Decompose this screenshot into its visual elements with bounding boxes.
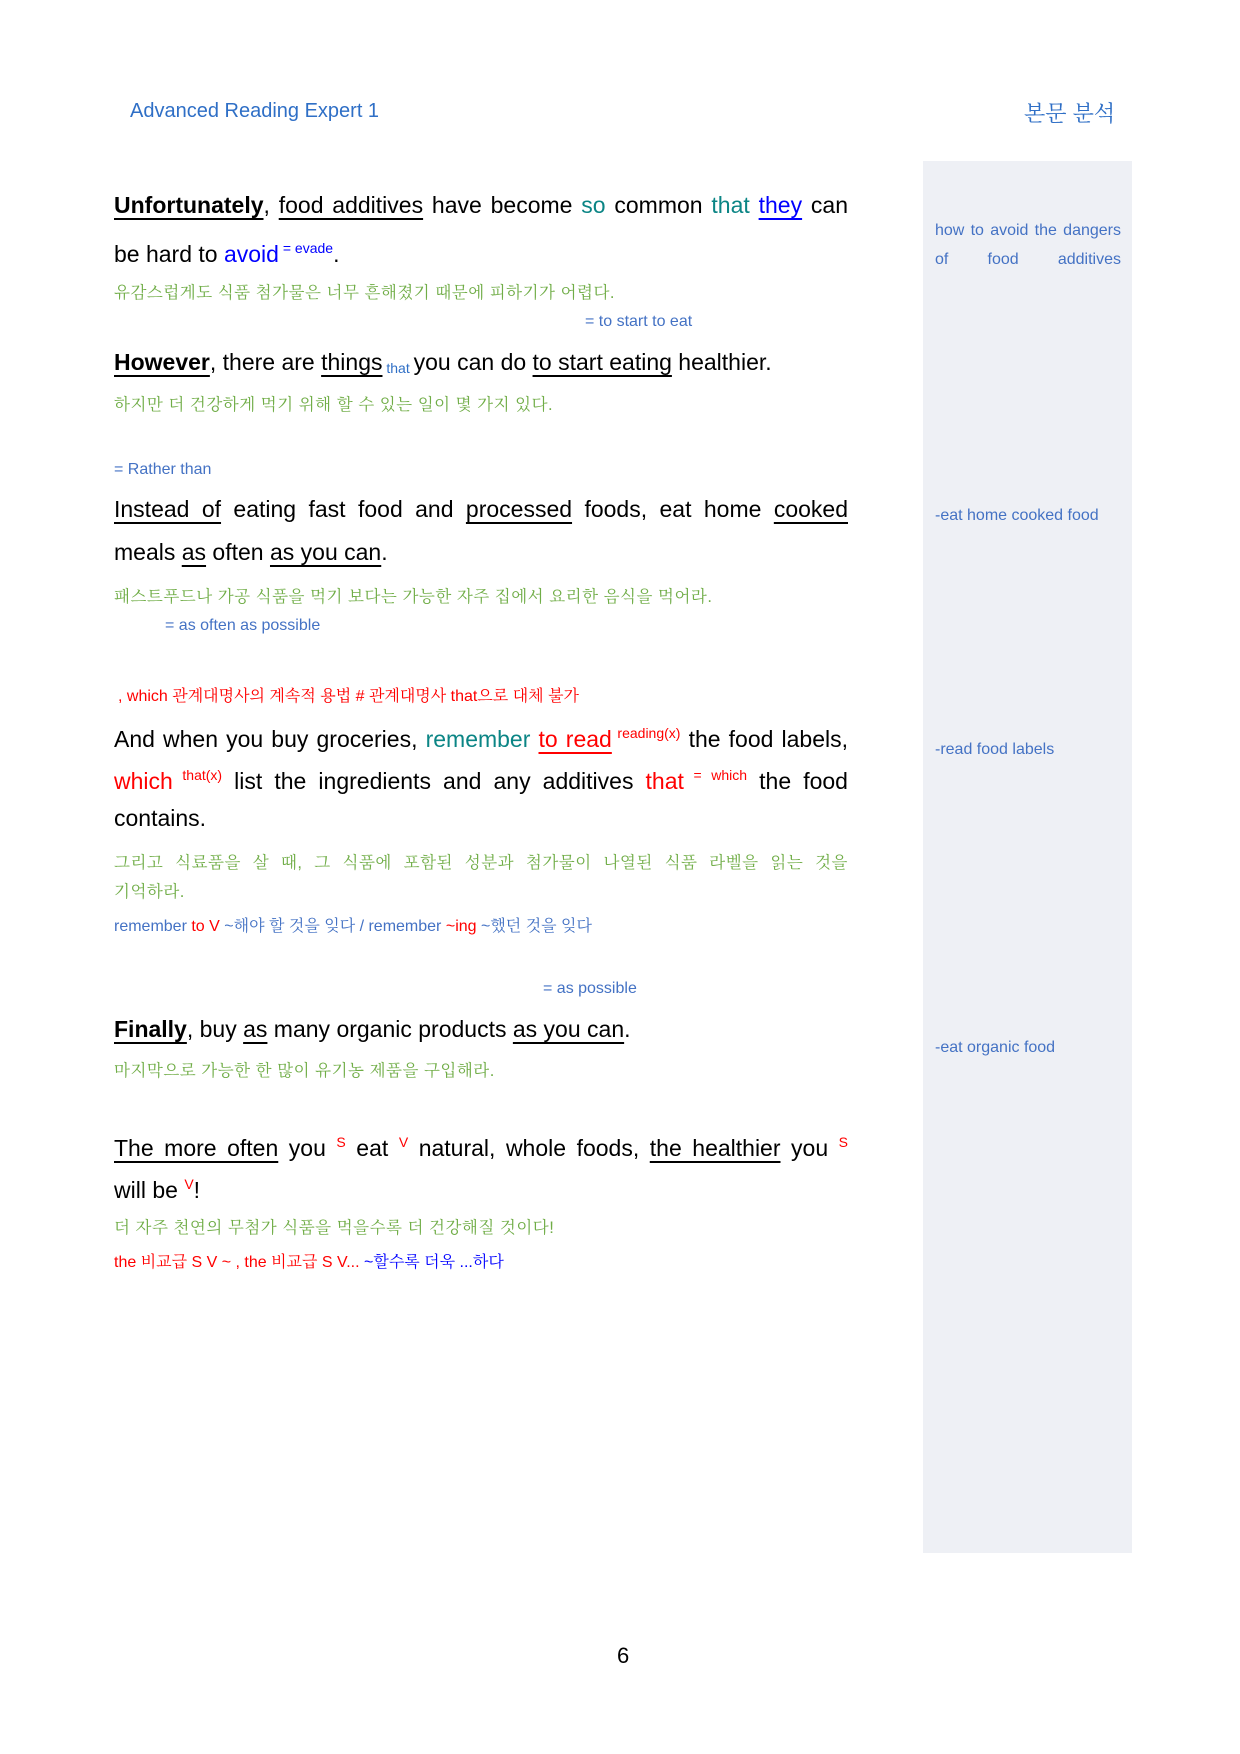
- text: ,: [263, 192, 279, 218]
- word: processed: [465, 496, 573, 522]
- word: Unfortunately: [114, 192, 264, 218]
- verb-mark: V: [398, 1134, 409, 1150]
- word: remember: [425, 726, 531, 752]
- text: you: [278, 1135, 337, 1161]
- word: that: [645, 768, 684, 794]
- sentence-4-line-1: [114, 719, 848, 753]
- word: Instead of: [114, 496, 222, 522]
- text: the 비교급 S V ~ , the 비교급 S V...: [114, 1254, 360, 1271]
- text: .: [381, 539, 388, 565]
- word: so: [581, 192, 606, 218]
- text: remember: [114, 918, 192, 935]
- sentence-1-line-2: [114, 234, 848, 268]
- text: you: [780, 1135, 839, 1161]
- text: ~해야 할 것을 잊다 / remember: [219, 918, 446, 935]
- annotation: = which: [683, 767, 748, 783]
- text: meals: [114, 539, 182, 565]
- text: ~ing: [445, 918, 477, 935]
- section-title: 본문 분석: [1024, 101, 1116, 126]
- text: eating fast food and: [221, 496, 466, 522]
- text: to V: [191, 918, 220, 935]
- verb-mark: V: [184, 1176, 194, 1192]
- sentence-4-line-3: contains.: [114, 805, 207, 831]
- text: have become: [423, 192, 582, 218]
- grammar-note: [114, 1249, 504, 1272]
- word: as: [181, 539, 207, 565]
- sentence-2: [114, 348, 848, 382]
- text: .: [333, 241, 340, 267]
- word: The more often: [114, 1135, 279, 1161]
- text: ~했던 것을 잊다: [476, 918, 592, 935]
- annotation: reading(x): [611, 725, 681, 741]
- sidebar-point: -eat home cooked food: [935, 507, 1099, 524]
- sentence-3-line-2: [114, 538, 848, 566]
- word: that: [711, 192, 750, 218]
- word: which: [114, 768, 173, 794]
- text: !: [193, 1177, 201, 1203]
- sentence-4-line-2: [114, 761, 848, 795]
- sentence-3-line-1: [114, 495, 848, 523]
- text: list the ingredients and any additives: [222, 768, 646, 794]
- translation-3: 패스트푸드나 가공 식품을 먹기 보다는 가능한 자주 집에서 요리한 음식을 먹어라.: [114, 588, 713, 606]
- text: , there are: [209, 349, 322, 375]
- text: eat: [345, 1135, 399, 1161]
- annotation: = Rather than: [114, 461, 212, 478]
- annotation: that: [382, 360, 414, 376]
- text: common: [605, 192, 712, 218]
- text: ~할수록 더욱 ...하다: [359, 1254, 504, 1271]
- annotation: = to start to eat: [585, 313, 693, 330]
- word: However: [114, 349, 210, 375]
- sidebar-topic: how to avoid the dangers of food additives: [935, 222, 1121, 268]
- translation-1: 유감스럽게도 식품 첨가물은 너무 흔해졌기 때문에 피하기가 어렵다.: [114, 284, 615, 302]
- word: to start eating: [532, 349, 672, 375]
- text: the food labels,: [680, 726, 849, 752]
- translation-2: 하지만 더 건강하게 먹기 위해 할 수 있는 일이 몇 가지 있다.: [114, 396, 554, 414]
- word: the healthier: [649, 1135, 781, 1161]
- word: cooked: [773, 496, 848, 522]
- word: avoid: [223, 241, 279, 267]
- word: Finally: [114, 1016, 187, 1042]
- text: many organic products: [267, 1016, 513, 1042]
- word: as: [243, 1016, 268, 1042]
- translation-5: 마지막으로 가능한 한 많이 유기농 제품을 구입해라.: [114, 1062, 495, 1080]
- text: [750, 192, 759, 218]
- annotation: = as often as possible: [165, 617, 321, 634]
- sidebar-point: -read food labels: [935, 741, 1055, 758]
- text: .: [624, 1016, 631, 1042]
- annotation: = evade: [278, 240, 334, 256]
- annotation: = as possible: [543, 980, 637, 997]
- subject-mark: S: [336, 1134, 346, 1150]
- text: will be: [114, 1177, 185, 1203]
- page-number: 6: [617, 1643, 630, 1668]
- text: , buy: [186, 1016, 244, 1042]
- grammar-note: [114, 913, 592, 936]
- text: be hard to: [114, 241, 224, 267]
- book-title: Advanced Reading Expert 1: [130, 100, 380, 122]
- text: you can do: [413, 349, 533, 375]
- translation-4-line-1: 그리고 식료품을 살 때, 그 식품에 포함된 성분과 첨가물이 나열된 식품 라벨을 읽는 것을: [114, 854, 848, 872]
- subject-mark: S: [838, 1134, 848, 1150]
- summary-sidebar: [923, 161, 1132, 1553]
- text: foods, eat home: [572, 496, 774, 522]
- text: And when you buy groceries,: [114, 726, 426, 752]
- text: can: [802, 192, 848, 218]
- sentence-1-line-1: [114, 191, 848, 219]
- annotation: that(x): [172, 767, 223, 783]
- sidebar-point: -eat organic food: [935, 1039, 1056, 1056]
- translation-4-line-2: 기억하라.: [114, 883, 185, 901]
- sentence-5: [114, 1015, 848, 1043]
- text: healthier.: [671, 349, 772, 375]
- word: as you can: [512, 1016, 625, 1042]
- word: food additives: [278, 192, 424, 218]
- translation-6: 더 자주 천연의 무첨가 식품을 먹을수록 더 건강해질 것이다!: [114, 1219, 555, 1237]
- text: [530, 726, 538, 752]
- word: things: [321, 349, 383, 375]
- text: often: [206, 539, 270, 565]
- word: as you can: [269, 539, 382, 565]
- word: to read: [538, 726, 612, 752]
- word: they: [758, 192, 803, 218]
- text: natural, whole foods,: [408, 1135, 650, 1161]
- sentence-6-line-2: [114, 1170, 848, 1204]
- grammar-note: , which 관계대명사의 계속적 용법 # 관계대명사 that으로 대체 불가: [118, 688, 579, 705]
- text: the food: [747, 768, 848, 794]
- sentence-6-line-1: [114, 1128, 848, 1162]
